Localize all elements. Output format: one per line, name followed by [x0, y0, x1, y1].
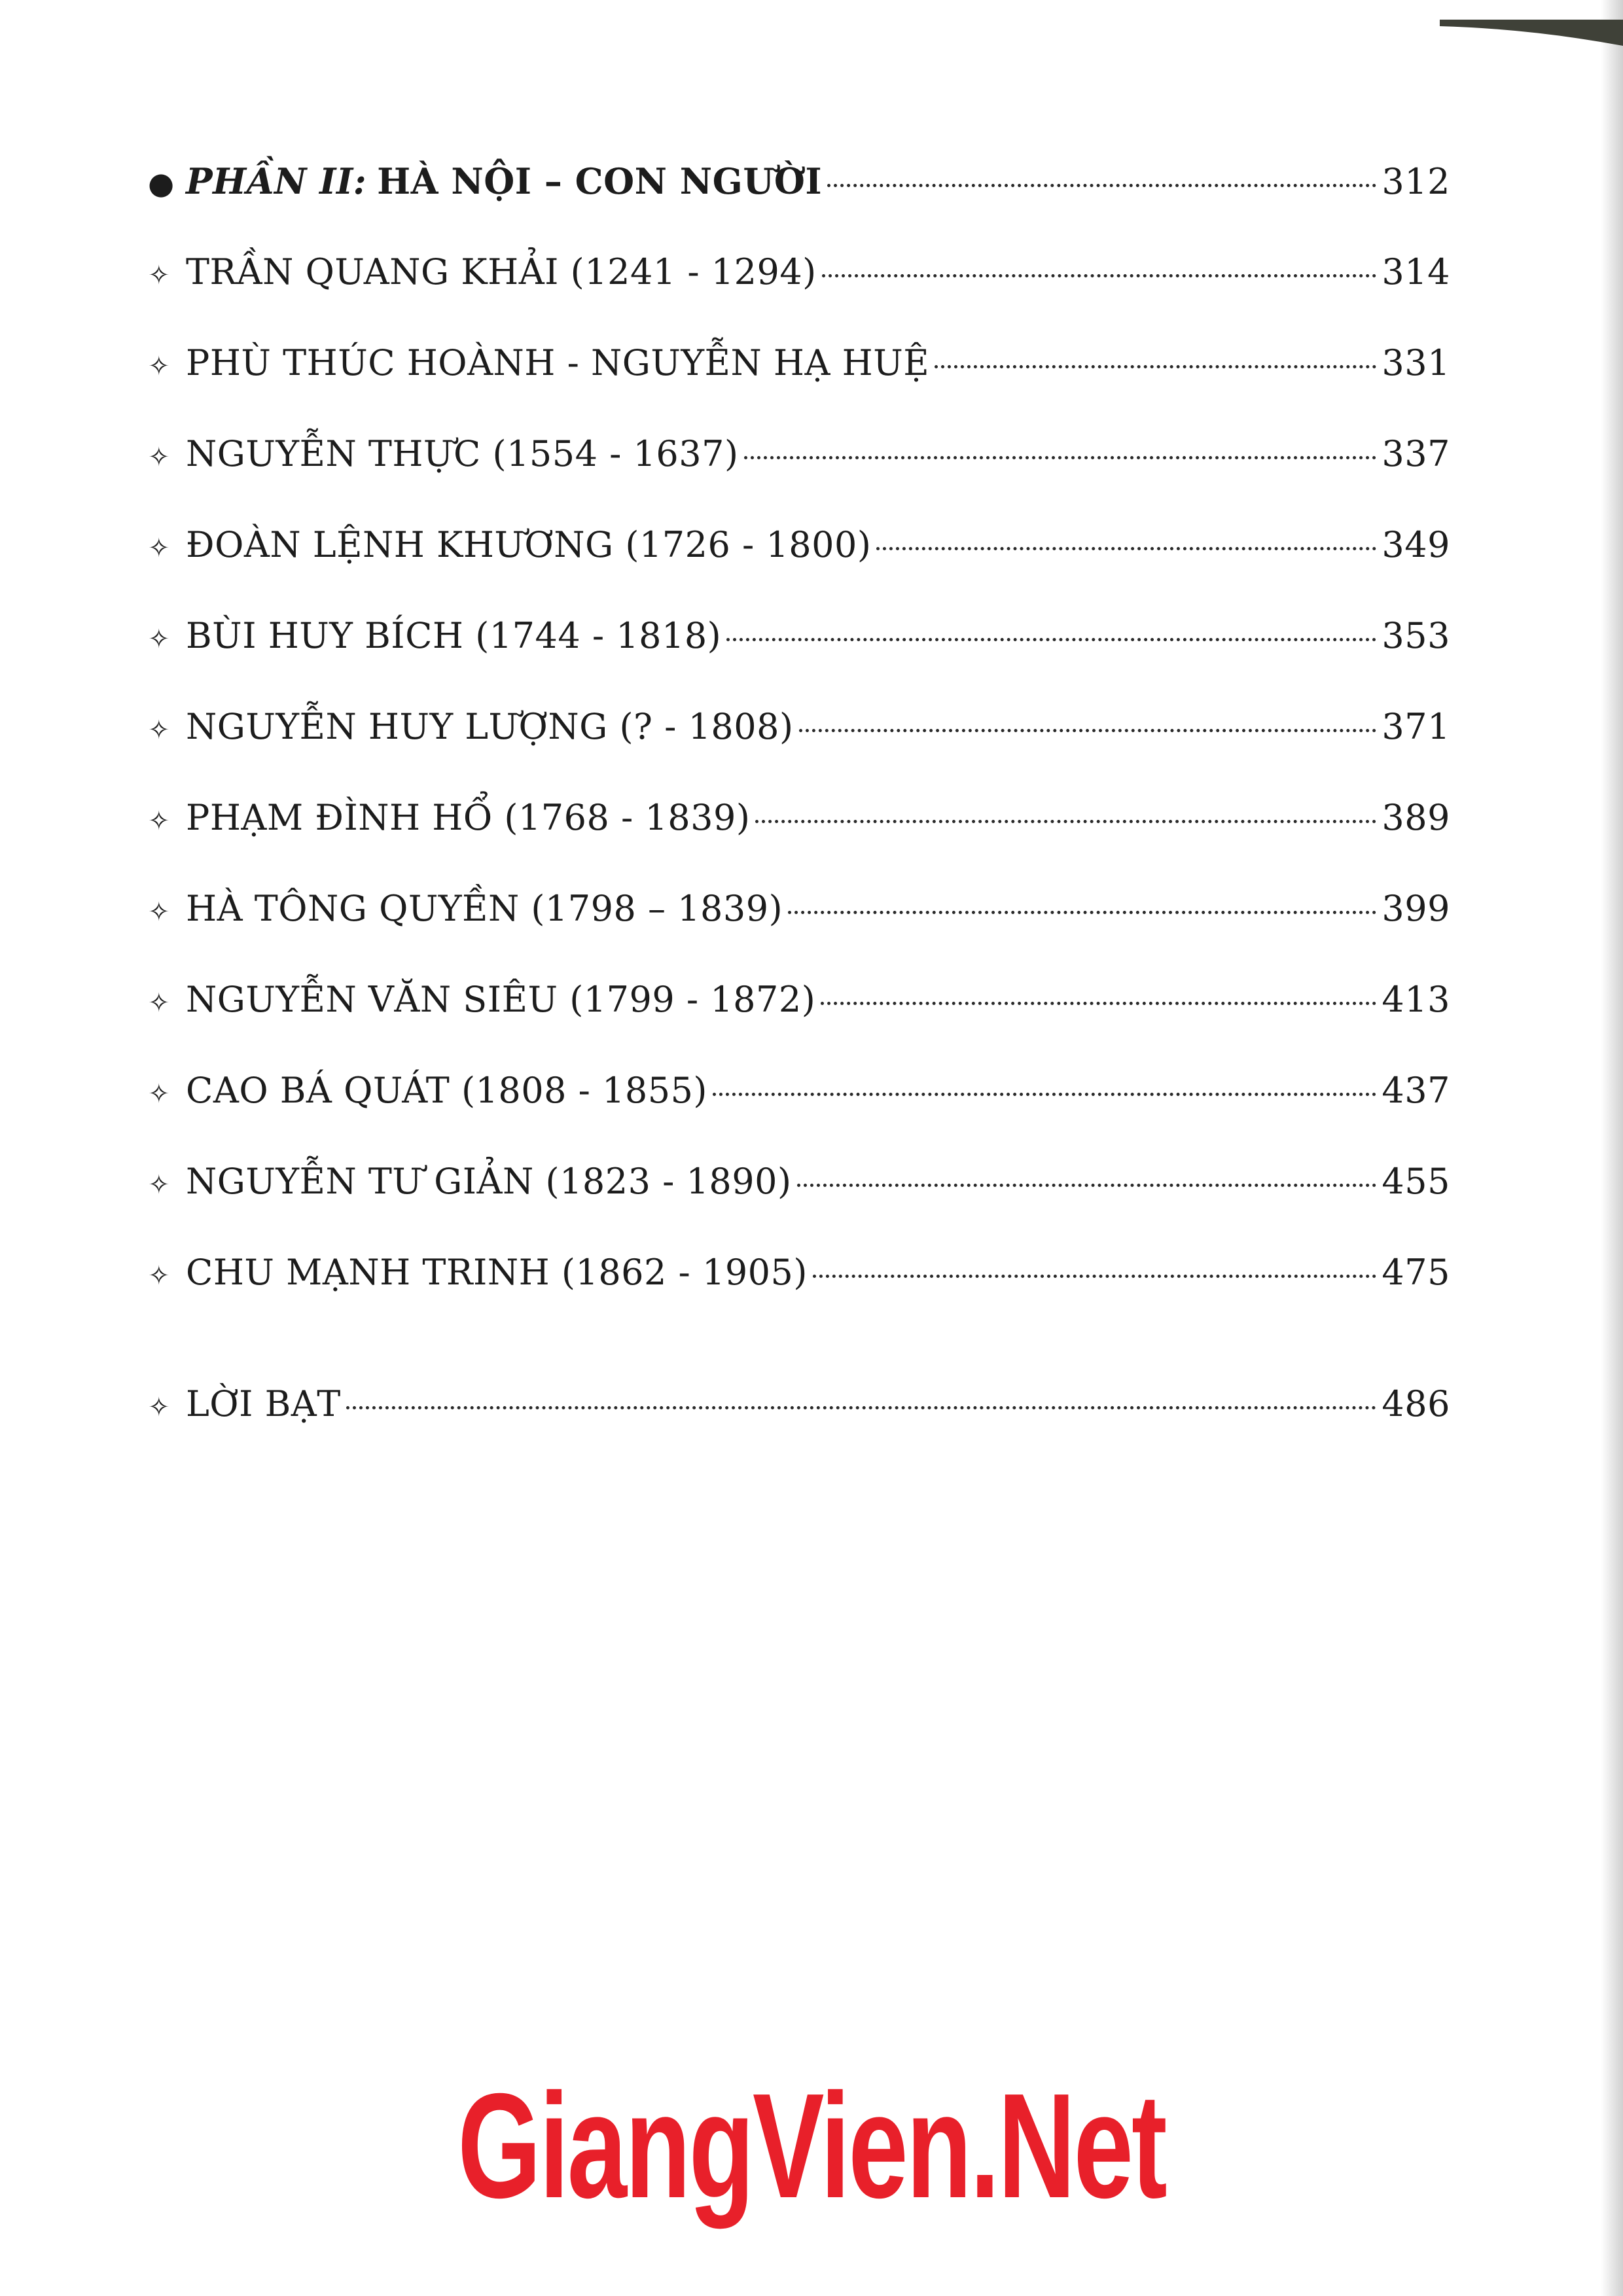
diamond-star-icon: ✧ — [148, 1392, 171, 1422]
dot-leader — [755, 820, 1376, 823]
table-of-contents — [148, 160, 1450, 1474]
page-number: 371 — [1382, 706, 1450, 747]
page-number: 486 — [1382, 1383, 1450, 1424]
entry-title: NGUYỄN VĂN SIÊU (1799 - 1872) — [186, 979, 816, 1020]
page-number: 389 — [1382, 797, 1450, 838]
toc-entry[interactable] — [148, 342, 1450, 433]
toc-entry[interactable] — [148, 1070, 1450, 1161]
page-number: 337 — [1382, 433, 1450, 474]
entry-title: BÙI HUY BÍCH (1744 - 1818) — [186, 615, 722, 656]
toc-entry[interactable] — [148, 615, 1450, 706]
entry-title: CAO BÁ QUÁT (1808 - 1855) — [186, 1070, 708, 1111]
entry-title: TRẦN QUANG KHẢI (1241 - 1294) — [186, 251, 817, 292]
page-number: 413 — [1382, 979, 1450, 1020]
dot-leader — [827, 184, 1376, 187]
toc-part-label — [186, 160, 822, 202]
page-number: 312 — [1382, 161, 1450, 202]
dot-leader — [935, 365, 1376, 368]
dot-leader — [726, 638, 1376, 641]
page-number: 331 — [1382, 342, 1450, 383]
bullet-dot-icon: ● — [148, 166, 175, 201]
toc-part-heading[interactable] — [148, 160, 1450, 251]
toc-entry[interactable] — [148, 1161, 1450, 1252]
entry-title: LỜI BẠT — [186, 1383, 341, 1424]
toc-entry[interactable] — [148, 524, 1450, 615]
diamond-star-icon: ✧ — [148, 1079, 171, 1109]
diamond-star-icon: ✧ — [148, 351, 171, 381]
diamond-star-icon: ✧ — [148, 715, 171, 745]
diamond-star-icon: ✧ — [148, 806, 171, 836]
entry-title: HÀ TÔNG QUYỀN (1798 – 1839) — [186, 888, 783, 929]
dot-leader — [788, 911, 1376, 914]
dot-leader — [744, 456, 1377, 459]
page-number: 475 — [1382, 1252, 1450, 1293]
diamond-star-icon: ✧ — [148, 260, 171, 291]
entry-title: PHÙ THÚC HOÀNH - NGUYỄN HẠ HUỆ — [186, 342, 930, 383]
dot-leader — [799, 729, 1377, 732]
page-number: 399 — [1382, 888, 1450, 929]
diamond-star-icon: ✧ — [148, 533, 171, 563]
entry-title: CHU MẠNH TRINH (1862 - 1905) — [186, 1252, 808, 1293]
toc-afterword[interactable] — [148, 1383, 1450, 1474]
dot-leader — [876, 547, 1376, 550]
toc-entry[interactable] — [148, 888, 1450, 979]
toc-entry[interactable] — [148, 979, 1450, 1070]
dot-leader — [813, 1275, 1376, 1278]
entry-title: NGUYỄN TƯ GIẢN (1823 - 1890) — [186, 1161, 792, 1202]
dot-leader — [713, 1093, 1376, 1096]
toc-entry[interactable] — [148, 1252, 1450, 1343]
dot-leader — [822, 274, 1377, 277]
part-number: PHẦN II: — [186, 160, 367, 202]
entry-title: PHẠM ĐÌNH HỔ (1768 - 1839) — [186, 797, 751, 838]
diamond-star-icon: ✧ — [148, 1170, 171, 1200]
diamond-star-icon: ✧ — [148, 988, 171, 1018]
page-number: 349 — [1382, 524, 1450, 565]
part-title: HÀ NỘI – CON NGƯỜI — [377, 160, 823, 202]
diamond-star-icon: ✧ — [148, 897, 171, 927]
toc-entry[interactable] — [148, 433, 1450, 524]
toc-entry[interactable] — [148, 251, 1450, 342]
toc-entry[interactable] — [148, 706, 1450, 797]
page-number: 314 — [1382, 251, 1450, 292]
toc-entry[interactable] — [148, 797, 1450, 888]
diamond-star-icon: ✧ — [148, 1261, 171, 1291]
entry-title: NGUYỄN THỰC (1554 - 1637) — [186, 433, 739, 474]
page-number: 437 — [1382, 1070, 1450, 1111]
watermark-logo: GiangVien.Net — [457, 2063, 1166, 2229]
diamond-star-icon: ✧ — [148, 442, 171, 472]
page-corner-fold — [1440, 20, 1623, 59]
dot-leader — [797, 1184, 1377, 1187]
entry-title: NGUYỄN HUY LƯỢNG (? - 1808) — [186, 706, 794, 747]
page-number: 353 — [1382, 615, 1450, 656]
page-edge-shadow — [1601, 0, 1623, 2296]
entry-title: ĐOÀN LỆNH KHƯƠNG (1726 - 1800) — [186, 524, 872, 565]
page-number: 455 — [1382, 1161, 1450, 1202]
dot-leader — [346, 1406, 1377, 1409]
diamond-star-icon: ✧ — [148, 624, 171, 654]
dot-leader — [821, 1002, 1376, 1005]
